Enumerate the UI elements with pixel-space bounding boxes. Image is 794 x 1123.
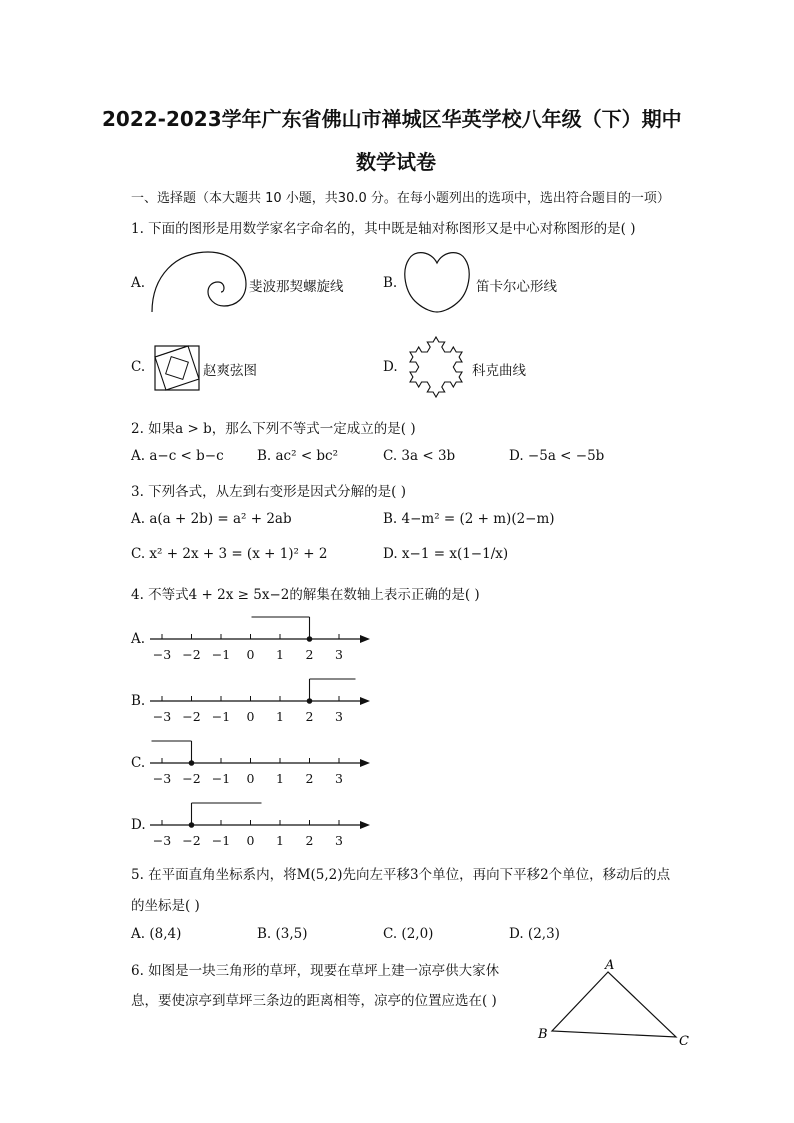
q2-option-d: D. −5a < −5b [509,448,605,464]
q1-option-c-letter: C. [131,359,146,375]
number-line-tick-label: 2 [305,647,314,662]
q3-option-c: C. x² + 2x + 3 = (x + 1)² + 2 [131,546,328,562]
q6-stem-line1: 6. 如图是一块三角形的草坪，现要在草坪上建一凉亭供大家休 [131,963,500,979]
number-line-tick-label: −2 [182,709,201,724]
number-line-tick-label: 3 [335,833,343,848]
number-line-tick-label: −1 [211,771,231,786]
number-line-tick-label: 0 [246,709,255,724]
q6-stem-line2: 息，要使凉亭到草坪三条边的距离相等，凉亭的位置应选在( ) [131,993,497,1009]
q3-option-b: B. 4−m² = (2 + m)(2−m) [383,511,555,527]
q1-option-c-caption: 赵爽弦图 [203,363,257,379]
number-line-arrow [360,635,370,643]
q5-option-d: D. (2,3) [509,926,560,942]
number-line-tick-label: −2 [182,647,201,662]
q1-option-d-letter: D. [383,359,398,375]
number-line-tick-label: 1 [276,709,284,724]
q3-stem: 3. 下列各式，从左到右变形是因式分解的是( ) [131,484,406,500]
number-line-tick-label: 1 [276,771,284,786]
q3-option-d: D. x−1 = x(1−1/x) [383,546,509,562]
number-line-tick-label: −3 [152,833,172,848]
cardioid-figure [403,249,471,313]
number-line-tick-label: 1 [276,833,284,848]
solution-endpoint-dot [189,822,195,828]
q4-option-b-letter: B. [131,693,146,709]
solution-endpoint-dot [307,636,313,642]
number-line-tick-label: 3 [335,709,343,724]
number-line-tick-label: −1 [211,647,231,662]
q4-option-c-letter: C. [131,755,146,771]
number-line-tick-label: −2 [182,833,201,848]
q5-stem-line1: 5. 在平面直角坐标系内，将M(5,2)先向左平移3个单位，再向下平移2个单位，移动后的点 [131,867,671,883]
q5-stem-line2: 的坐标是( ) [131,898,200,914]
number-line-arrow [360,759,370,767]
q1-option-b-letter: B. [383,275,398,291]
q2-option-c: C. 3a < 3b [383,448,456,464]
number-line-tick-label: 0 [246,833,255,848]
q4-option-d-letter: D. [131,817,146,833]
page-title-line2: 数学试卷 [356,150,436,174]
number-line-tick-label: −3 [152,709,172,724]
number-line-tick-label: 2 [305,771,314,786]
q1-option-b-caption: 笛卡尔心形线 [476,279,557,295]
number-line-tick-label: 3 [335,771,343,786]
q4-stem: 4. 不等式4 + 2x ≥ 5x−2的解集在数轴上表示正确的是( ) [131,587,480,603]
q4-number-line-b [150,674,380,724]
vertex-b-label: B [538,1027,548,1042]
number-line-tick-label: 0 [246,771,255,786]
section-header: 一、选择题（本大题共 10 小题，共30.0 分。在每小题列出的选项中，选出符合题目的一项） [131,191,670,206]
q5-option-b: B. (3,5) [257,926,308,942]
q1-option-d-caption: 科克曲线 [472,363,526,379]
q1-stem: 1. 下面的图形是用数学家名字命名的，其中既是轴对称图形又是中心对称图形的是( ) [131,221,636,237]
q2-option-a: A. a−c < b−c [131,448,224,464]
q4-number-line-a [150,612,380,662]
q1-option-a-letter: A. [131,275,146,291]
vertex-c-label: C [679,1034,689,1049]
q5-option-a: A. (8,4) [131,926,182,942]
number-line-tick-label: −3 [152,771,172,786]
q2-option-b: B. ac² < bc² [257,448,339,464]
vertex-a-label: A [605,958,615,973]
number-line-tick-label: 3 [335,647,343,662]
solution-endpoint-dot [307,698,313,704]
number-line-tick-label: −1 [211,709,231,724]
number-line-tick-label: 1 [276,647,284,662]
number-line-tick-label: 2 [305,833,314,848]
koch-curve-outline [410,337,462,397]
page-title-line1: 2022-2023学年广东省佛山市禅城区华英学校八年级（下）期中 [102,107,682,131]
number-line-tick-label: 2 [305,709,314,724]
fibonacci-spiral-figure [148,248,248,316]
q4-number-line-d [150,798,380,848]
number-line-tick-label: 0 [246,647,255,662]
q2-stem: 2. 如果a > b，那么下列不等式一定成立的是( ) [131,421,416,437]
q5-option-c: C. (2,0) [383,926,434,942]
q1-option-a-caption: 斐波那契螺旋线 [249,279,344,295]
zhao-shuang-string-figure [154,345,200,391]
number-line-arrow [360,821,370,829]
triangle-abc-figure [535,955,695,1050]
number-line-tick-label: −1 [211,833,231,848]
koch-snowflake-figure [401,327,471,405]
q4-option-a-letter: A. [131,631,146,647]
q3-option-a: A. a(a + 2b) = a² + 2ab [131,511,292,527]
q4-number-line-c [150,736,380,786]
solution-endpoint-dot [189,760,195,766]
number-line-tick-label: −2 [182,771,201,786]
number-line-tick-label: −3 [152,647,172,662]
number-line-arrow [360,697,370,705]
